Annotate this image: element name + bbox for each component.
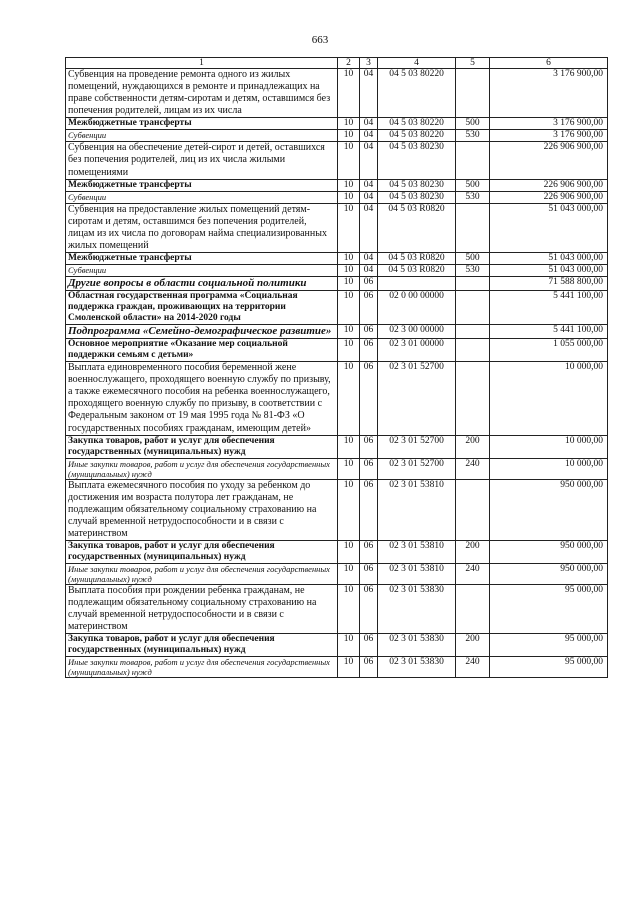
row-subsection: 06 <box>360 435 378 458</box>
table-row <box>66 325 608 339</box>
row-subsection: 06 <box>360 458 378 479</box>
row-subsection: 06 <box>360 657 378 678</box>
row-expense-type <box>456 142 490 179</box>
row-section: 10 <box>338 130 360 142</box>
row-name: Основное мероприятие «Оказание мер социальной поддержки семьям с детьми» <box>66 339 338 362</box>
row-name: Подпрограмма «Семейно-демографическое развитие» <box>66 325 338 339</box>
row-target-code: 04 5 03 R0820 <box>378 265 456 277</box>
row-target-code: 02 3 01 52700 <box>378 362 456 436</box>
row-name: Закупка товаров, работ и услуг для обеспечения государственных (муниципальных) нужд <box>66 541 338 564</box>
header-col-2: 2 <box>338 58 360 69</box>
header-col-5: 5 <box>456 58 490 69</box>
row-section: 10 <box>338 179 360 191</box>
row-expense-type: 500 <box>456 253 490 265</box>
row-target-code: 04 5 03 80230 <box>378 142 456 179</box>
row-section: 10 <box>338 657 360 678</box>
row-expense-type <box>456 277 490 291</box>
row-sum: 1 055 000,00 <box>490 339 608 362</box>
table-row <box>66 265 608 277</box>
table-row <box>66 479 608 540</box>
row-section: 10 <box>338 585 360 634</box>
table-row <box>66 253 608 265</box>
row-expense-type <box>456 325 490 339</box>
table-row <box>66 435 608 458</box>
row-expense-type <box>456 479 490 540</box>
row-section: 10 <box>338 265 360 277</box>
row-subsection: 04 <box>360 203 378 252</box>
header-col-1: 1 <box>66 58 338 69</box>
row-expense-type: 530 <box>456 191 490 203</box>
row-sum: 95 000,00 <box>490 585 608 634</box>
row-target-code: 04 5 03 R0820 <box>378 203 456 252</box>
row-subsection: 04 <box>360 130 378 142</box>
row-sum: 226 906 900,00 <box>490 142 608 179</box>
row-subsection: 06 <box>360 585 378 634</box>
row-section: 10 <box>338 564 360 585</box>
row-target-code: 02 0 00 00000 <box>378 291 456 325</box>
table-row <box>66 657 608 678</box>
row-name: Иные закупки товаров, работ и услуг для обеспечения государственных (муниципальных) нужд <box>66 458 338 479</box>
row-sum: 10 000,00 <box>490 362 608 436</box>
header-col-6: 6 <box>490 58 608 69</box>
row-expense-type: 530 <box>456 130 490 142</box>
row-target-code: 02 3 01 53830 <box>378 634 456 657</box>
table-row <box>66 69 608 118</box>
row-expense-type <box>456 203 490 252</box>
row-name: Субвенции <box>66 130 338 142</box>
row-target-code: 02 3 01 52700 <box>378 435 456 458</box>
row-name: Закупка товаров, работ и услуг для обеспечения государственных (муниципальных) нужд <box>66 634 338 657</box>
row-expense-type <box>456 69 490 118</box>
row-expense-type: 500 <box>456 179 490 191</box>
row-subsection: 04 <box>360 69 378 118</box>
header-col-3: 3 <box>360 58 378 69</box>
row-sum: 226 906 900,00 <box>490 191 608 203</box>
row-target-code <box>378 277 456 291</box>
row-subsection: 06 <box>360 291 378 325</box>
row-section: 10 <box>338 277 360 291</box>
row-expense-type: 530 <box>456 265 490 277</box>
row-subsection: 06 <box>360 564 378 585</box>
row-subsection: 06 <box>360 541 378 564</box>
row-section: 10 <box>338 142 360 179</box>
row-subsection: 04 <box>360 191 378 203</box>
row-sum: 10 000,00 <box>490 435 608 458</box>
row-section: 10 <box>338 69 360 118</box>
row-subsection: 04 <box>360 179 378 191</box>
row-name: Субвенция на обеспечение детей-сирот и детей, оставшихся без попечения родителей, лиц из их числа жилыми помещениями <box>66 142 338 179</box>
table-row <box>66 179 608 191</box>
row-sum: 51 043 000,00 <box>490 265 608 277</box>
table-row <box>66 339 608 362</box>
table-row <box>66 118 608 130</box>
row-subsection: 06 <box>360 362 378 436</box>
row-section: 10 <box>338 362 360 436</box>
row-name: Выплата пособия при рождении ребенка гражданам, не подлежащим обязательному социальному страхованию на случай временной нетрудоспособности и в связи с материнством <box>66 585 338 634</box>
row-section: 10 <box>338 253 360 265</box>
row-sum: 5 441 100,00 <box>490 325 608 339</box>
row-target-code: 04 5 03 80220 <box>378 118 456 130</box>
row-sum: 95 000,00 <box>490 657 608 678</box>
row-sum: 950 000,00 <box>490 541 608 564</box>
row-expense-type <box>456 291 490 325</box>
page-number: 663 <box>311 34 329 46</box>
row-subsection: 04 <box>360 142 378 179</box>
row-subsection: 06 <box>360 325 378 339</box>
row-section: 10 <box>338 634 360 657</box>
row-sum: 3 176 900,00 <box>490 118 608 130</box>
row-section: 10 <box>338 458 360 479</box>
table-row <box>66 564 608 585</box>
table-row <box>66 585 608 634</box>
row-subsection: 06 <box>360 277 378 291</box>
row-target-code: 04 5 03 80220 <box>378 69 456 118</box>
row-target-code: 02 3 01 53810 <box>378 564 456 585</box>
row-name: Закупка товаров, работ и услуг для обеспечения государственных (муниципальных) нужд <box>66 435 338 458</box>
row-sum: 226 906 900,00 <box>490 179 608 191</box>
table-row <box>66 203 608 252</box>
header-col-4: 4 <box>378 58 456 69</box>
table-row <box>66 191 608 203</box>
row-subsection: 06 <box>360 479 378 540</box>
row-target-code: 02 3 01 00000 <box>378 339 456 362</box>
row-subsection: 04 <box>360 265 378 277</box>
row-name: Выплата ежемесячного пособия по уходу за ребенком до достижения им возраста полутора лет гражданам, не подлежащим обязательному социальному страхованию на случай временной нетрудоспособности и в связи с материнством <box>66 479 338 540</box>
row-name: Субвенции <box>66 265 338 277</box>
row-expense-type: 200 <box>456 541 490 564</box>
row-target-code: 04 5 03 R0820 <box>378 253 456 265</box>
row-section: 10 <box>338 191 360 203</box>
table-row <box>66 291 608 325</box>
row-name: Межбюджетные трансферты <box>66 179 338 191</box>
row-sum: 950 000,00 <box>490 564 608 585</box>
row-section: 10 <box>338 435 360 458</box>
row-name: Субвенция на предоставление жилых помещений детям-сиротам и детям, оставшимся без попечения родителей, лицам из их числа по договорам найма специализированных жилых помещений <box>66 203 338 252</box>
row-target-code: 02 3 00 00000 <box>378 325 456 339</box>
row-target-code: 04 5 03 80230 <box>378 179 456 191</box>
row-name: Межбюджетные трансферты <box>66 118 338 130</box>
row-expense-type <box>456 362 490 436</box>
row-expense-type: 240 <box>456 657 490 678</box>
row-sum: 950 000,00 <box>490 479 608 540</box>
row-target-code: 02 3 01 52700 <box>378 458 456 479</box>
row-name: Областная государственная программа «Социальная поддержка граждан, проживающих на территории Смоленской области» на 2014-2020 годы <box>66 291 338 325</box>
row-name: Выплата единовременного пособия беременной жене военнослужащего, проходящего военную службу по призыву, а также ежемесячного пособия на ребенка военнослужащего, проходящего военную службу по призыву, в соответствии с Федеральным законом от 19 мая 1995 года № 81-ФЗ «О государственных пособиях гражданам, имеющим детей» <box>66 362 338 436</box>
row-section: 10 <box>338 541 360 564</box>
row-sum: 51 043 000,00 <box>490 253 608 265</box>
row-expense-type <box>456 339 490 362</box>
row-sum: 3 176 900,00 <box>490 69 608 118</box>
row-target-code: 02 3 01 53810 <box>378 479 456 540</box>
row-expense-type <box>456 585 490 634</box>
row-section: 10 <box>338 118 360 130</box>
row-name: Иные закупки товаров, работ и услуг для обеспечения государственных (муниципальных) нужд <box>66 564 338 585</box>
row-expense-type: 240 <box>456 458 490 479</box>
row-expense-type: 200 <box>456 435 490 458</box>
row-sum: 10 000,00 <box>490 458 608 479</box>
table-row <box>66 130 608 142</box>
table-row <box>66 277 608 291</box>
table-row <box>66 458 608 479</box>
row-section: 10 <box>338 203 360 252</box>
row-target-code: 02 3 01 53830 <box>378 657 456 678</box>
row-sum: 5 441 100,00 <box>490 291 608 325</box>
row-expense-type: 240 <box>456 564 490 585</box>
row-name: Субвенции <box>66 191 338 203</box>
row-subsection: 04 <box>360 118 378 130</box>
row-section: 10 <box>338 325 360 339</box>
row-sum: 95 000,00 <box>490 634 608 657</box>
row-target-code: 04 5 03 80220 <box>378 130 456 142</box>
row-sum: 71 588 800,00 <box>490 277 608 291</box>
row-subsection: 04 <box>360 253 378 265</box>
row-name: Иные закупки товаров, работ и услуг для обеспечения государственных (муниципальных) нужд <box>66 657 338 678</box>
row-sum: 3 176 900,00 <box>490 130 608 142</box>
row-target-code: 02 3 01 53810 <box>378 541 456 564</box>
row-subsection: 06 <box>360 339 378 362</box>
row-name: Субвенция на проведение ремонта одного из жилых помещений, нуждающихся в ремонте и принадлежащих на праве собственности детям-сиротам и детям, оставшимся без попечения родителей, лицам из их числа <box>66 69 338 118</box>
table-row <box>66 541 608 564</box>
row-section: 10 <box>338 339 360 362</box>
row-name: Межбюджетные трансферты <box>66 253 338 265</box>
header-row <box>66 58 608 69</box>
row-section: 10 <box>338 479 360 540</box>
row-sum: 51 043 000,00 <box>490 203 608 252</box>
row-name: Другие вопросы в области социальной политики <box>66 277 338 291</box>
row-subsection: 06 <box>360 634 378 657</box>
table-row <box>66 142 608 179</box>
table-row <box>66 634 608 657</box>
table-row <box>66 362 608 436</box>
row-expense-type: 200 <box>456 634 490 657</box>
row-expense-type: 500 <box>456 118 490 130</box>
row-target-code: 04 5 03 80230 <box>378 191 456 203</box>
budget-table <box>65 57 608 678</box>
row-target-code: 02 3 01 53830 <box>378 585 456 634</box>
row-section: 10 <box>338 291 360 325</box>
